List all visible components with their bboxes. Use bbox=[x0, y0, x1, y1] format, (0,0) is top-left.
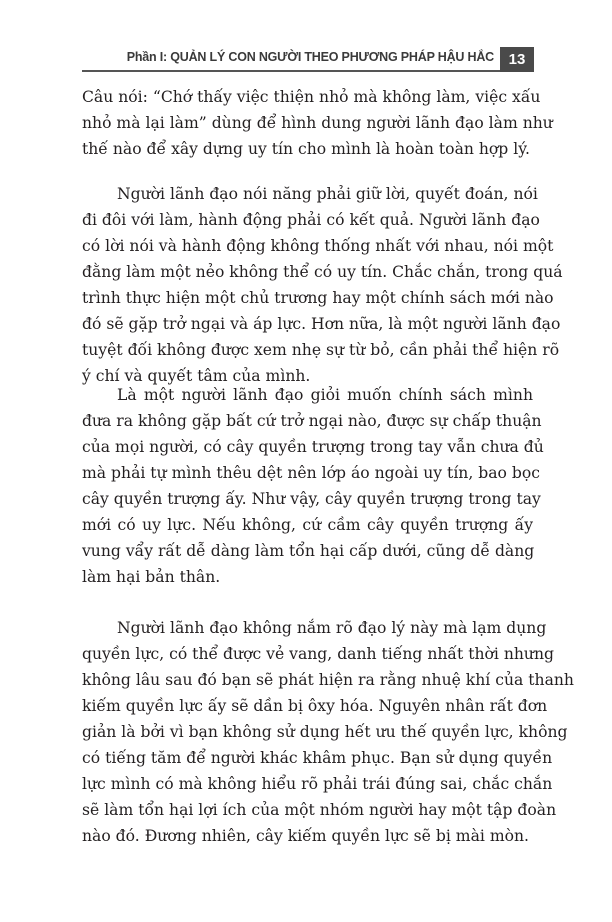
paragraph-4 bbox=[82, 615, 574, 849]
text-line: quyền lực, có thể được vẻ vang, danh tiếng nhất thời nhưng bbox=[82, 645, 555, 663]
text-line: đó sẽ gặp trở ngại và áp lực. Hơn nữa, là một người lãnh đạo bbox=[82, 315, 561, 333]
text-line: Người lãnh đạo nói năng phải giữ lời, quyết đoán, nói bbox=[117, 185, 538, 203]
paragraph-2 bbox=[82, 181, 563, 389]
text-line: nào đó. Đương nhiên, cây kiếm quyền lực sẽ bị mài mòn. bbox=[82, 827, 529, 845]
text-line: mới có uy lực. Nếu không, cứ cầm cây quyền trượng ấy bbox=[82, 516, 533, 534]
running-title: Phần I: QUẢN LÝ CON NGƯỜI THEO PHƯƠNG PHÁP HẬU HẮC bbox=[126, 50, 494, 64]
paragraph-3 bbox=[82, 382, 544, 590]
paragraph-1 bbox=[82, 84, 553, 162]
text-line: đằng làm một nẻo không thể có uy tín. Chắc chắn, trong quá bbox=[82, 263, 563, 281]
text-line: thế nào để xây dựng uy tín cho mình là hoàn toàn hợp lý. bbox=[82, 140, 530, 158]
page-number: 13 bbox=[500, 47, 534, 72]
text-line: kiếm quyền lực ấy sẽ dần bị ôxy hóa. Nguyên nhân rất đơn bbox=[82, 697, 548, 715]
text-line: làm hại bản thân. bbox=[82, 568, 221, 586]
text-line: ý chí và quyết tâm của mình. bbox=[82, 367, 311, 385]
text-line: đi đôi với làm, hành động phải có kết quả. Người lãnh đạo bbox=[82, 211, 540, 229]
text-line: có lời nói và hành động không thống nhất với nhau, nói một bbox=[82, 237, 554, 255]
text-line: của mọi người, có cây quyền trượng trong tay vẫn chưa đủ bbox=[82, 438, 544, 456]
text-line: nhỏ mà lại làm” dùng để hình dung người lãnh đạo làm như bbox=[82, 114, 553, 132]
text-line: tuyệt đối không được xem nhẹ sự từ bỏ, cần phải thể hiện rõ bbox=[82, 341, 560, 359]
text-line: không lâu sau đó bạn sẽ phát hiện ra rằng nhuệ khí của thanh bbox=[82, 671, 574, 689]
header-rule bbox=[82, 70, 500, 72]
text-line: cây quyền trượng ấy. Như vậy, cây quyền trượng trong tay bbox=[82, 490, 541, 508]
text-line: giản là bởi vì bạn không sử dụng hết ưu thế quyền lực, không bbox=[82, 723, 568, 741]
text-line: Người lãnh đạo không nắm rõ đạo lý này mà lạm dụng bbox=[117, 619, 547, 637]
text-line: Là một người lãnh đạo giỏi muốn chính sách mình bbox=[117, 386, 533, 404]
text-line: lực mình có mà không hiểu rõ phải trái đúng sai, chắc chắn bbox=[82, 775, 553, 793]
text-line: đưa ra không gặp bất cứ trở ngại nào, được sự chấp thuận bbox=[82, 412, 542, 430]
text-line: Câu nói: “Chớ thấy việc thiện nhỏ mà không làm, việc xấu bbox=[82, 88, 541, 106]
text-line: có tiếng tăm để người khác khâm phục. Bạn sử dụng quyền bbox=[82, 749, 553, 767]
text-line: mà phải tự mình thêu dệt nên lớp áo ngoài uy tín, bao bọc bbox=[82, 464, 540, 482]
text-line: trình thực hiện một chủ trương hay một chính sách mới nào bbox=[82, 289, 554, 307]
text-line: vung vẩy rất dễ dàng làm tổn hại cấp dưới, cũng dễ dàng bbox=[82, 542, 535, 560]
text-line: sẽ làm tổn hại lợi ích của một nhóm người hay một tập đoàn bbox=[82, 801, 557, 819]
